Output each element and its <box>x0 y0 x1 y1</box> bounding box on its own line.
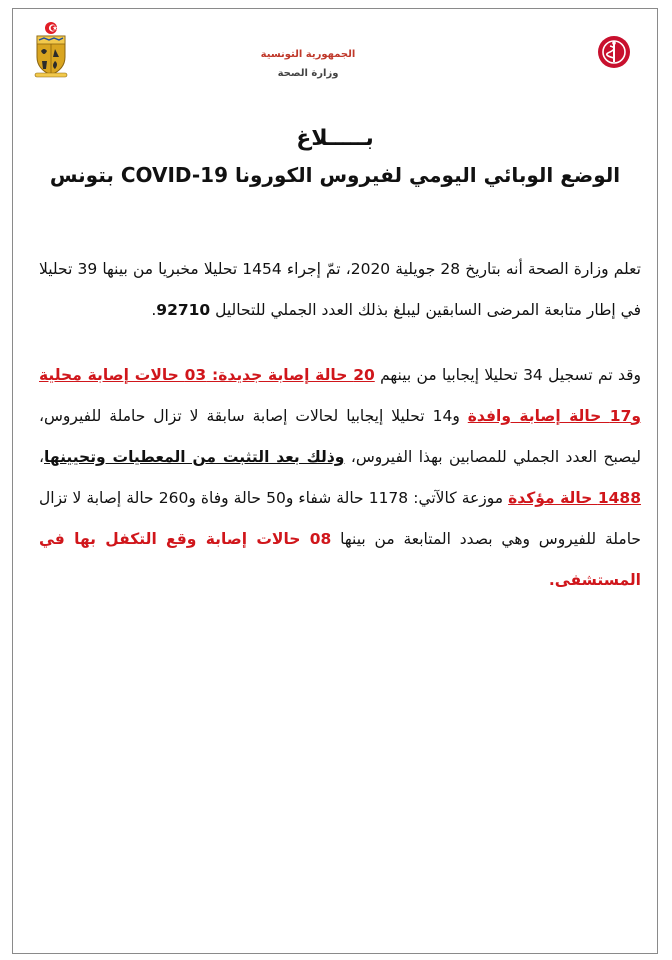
page-subtitle: الوضع الوبائي اليومي لفيروس الكورونا COVID-19 بتونس <box>49 163 621 187</box>
comma-separator: ، <box>39 448 45 466</box>
letterhead <box>223 45 393 83</box>
tunisia-coat-of-arms-icon <box>33 21 69 79</box>
paragraph-cases <box>39 355 641 601</box>
tests-period: . <box>151 301 157 319</box>
confirmed-cases-highlight: 1488 حالة مؤكدة <box>508 489 641 507</box>
positive-tests-text: وقد تم تسجيل 34 تحليلا إيجابيا من بينهم <box>374 366 641 384</box>
previous-cases-text: و14 تحليلا إيجابيا لحالات إصابة سابقة لا تزال حاملة للفيروس، ليصبح العدد الجملي للمصابين بهذا الفيروس، <box>39 407 641 466</box>
press-release-page <box>12 8 658 954</box>
page-title: بـــــلاغ <box>296 126 374 151</box>
data-verification-note: وذلك بعد التثبت من المعطيات وتحيينها <box>44 448 345 466</box>
header-country: الجمهورية التونسية <box>260 49 356 60</box>
new-cases-highlight: 20 حالة إصابة جديدة: 03 حالات إصابة محلية و17 حالة إصابة وافدة <box>39 366 642 425</box>
title-block <box>33 121 637 193</box>
distribution-text: موزعة كالآتي: 1178 حالة شفاء و50 حالة وفاة و260 حالة إصابة لا تزال حاملة للفيروس وهي بصدد المتابعة من بينها <box>39 489 642 548</box>
total-tests-value: 92710 <box>156 301 211 319</box>
ministry-of-health-logo-icon <box>597 35 631 69</box>
hospitalized-cases-highlight: 08 حالات إصابة وقع التكفل بها في المستشفى. <box>39 530 641 589</box>
announcement-body <box>39 249 641 625</box>
tests-text: تعلم وزارة الصحة أنه بتاريخ 28 جويلية 2020، تمّ إجراء 1454 تحليلا مخبريا من بينها 39 تحليلا في إطار متابعة المرضى السابقين ليبلغ بذلك العدد الجملي للتحاليل <box>39 260 641 319</box>
header-ministry: وزارة الصحة <box>277 68 339 79</box>
paragraph-tests <box>39 249 641 331</box>
